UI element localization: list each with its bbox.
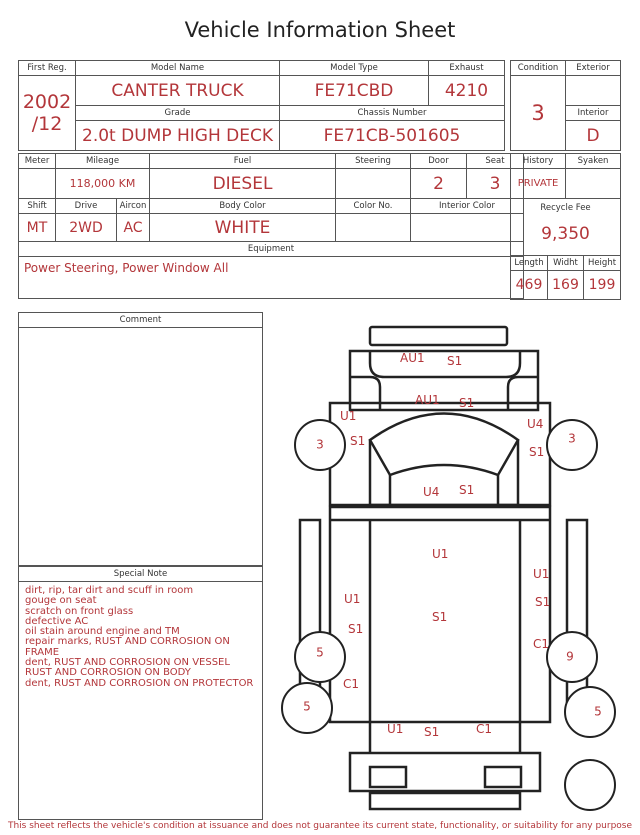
front-right-tire-value: 3 bbox=[568, 431, 576, 446]
height-value: 199 bbox=[584, 271, 621, 300]
rear-right-outer-tire-value: 5 bbox=[594, 704, 602, 719]
steering-value bbox=[336, 169, 411, 199]
vehicle-damage-diagram bbox=[270, 315, 620, 820]
right-side-panel bbox=[567, 520, 587, 715]
exterior-label: Exterior bbox=[566, 61, 621, 76]
height-label: Height bbox=[584, 256, 621, 271]
fuel-value: DIESEL bbox=[150, 169, 336, 199]
rear-left-inner-tire-value: 5 bbox=[316, 645, 324, 660]
equipment-value: Power Steering, Power Window All bbox=[19, 257, 524, 299]
equipment-label: Equipment bbox=[19, 242, 524, 257]
syaken-label: Syaken bbox=[566, 154, 621, 169]
interior-value: D bbox=[566, 121, 621, 151]
mileage-label: Mileage bbox=[56, 154, 150, 169]
special-note-line: dent, RUST AND CORROSION ON VESSEL bbox=[25, 657, 230, 669]
model-type-value: FE71CBD bbox=[280, 76, 429, 106]
front-left-tire-value: 3 bbox=[316, 437, 324, 452]
exterior-value bbox=[566, 76, 621, 106]
special-note-line: dent, RUST AND CORROSION ON PROTECTOR bbox=[25, 677, 254, 689]
damage-front-bumper-2: S1 bbox=[447, 354, 463, 368]
specs-table bbox=[18, 153, 524, 299]
model-name-value: CANTER TRUCK bbox=[76, 76, 280, 106]
history-value: PRIVATE bbox=[511, 169, 566, 199]
history-table bbox=[510, 153, 621, 300]
chassis-label: Chassis Number bbox=[280, 106, 505, 121]
aircon-value: AC bbox=[117, 214, 150, 242]
special-note-box bbox=[18, 566, 263, 820]
damage-right-side-3: C1 bbox=[533, 637, 550, 651]
drive-label: Drive bbox=[56, 199, 117, 214]
first-reg-label: First Reg. bbox=[19, 61, 76, 76]
grade-value: 2.0t DUMP HIGH DECK bbox=[76, 121, 280, 151]
special-note-lines bbox=[19, 582, 262, 693]
first-reg-year: 2002 bbox=[22, 91, 72, 113]
damage-left-front-2: S1 bbox=[350, 434, 366, 448]
interior-color-label: Interior Color bbox=[411, 199, 524, 214]
special-note-line: FRAME bbox=[25, 646, 60, 658]
comment-box bbox=[18, 312, 263, 566]
width-value: 169 bbox=[548, 271, 584, 300]
shift-label: Shift bbox=[19, 199, 56, 214]
damage-rear-1: U1 bbox=[387, 722, 404, 736]
exhaust-label: Exhaust bbox=[429, 61, 505, 76]
damage-cab-rear-1: U4 bbox=[423, 485, 440, 499]
damage-left-side-3: C1 bbox=[343, 677, 360, 691]
drive-value: 2WD bbox=[56, 214, 117, 242]
body-color-label: Body Color bbox=[150, 199, 336, 214]
special-note-line: repair marks, RUST AND CORROSION ON bbox=[25, 636, 230, 648]
first-reg-value bbox=[19, 76, 76, 151]
left-front-corner bbox=[350, 377, 380, 410]
front-bumper-strip bbox=[370, 327, 507, 345]
steering-label: Steering bbox=[336, 154, 411, 169]
damage-cab-rear-2: S1 bbox=[459, 483, 475, 497]
vehicle-info-table bbox=[18, 60, 505, 151]
damage-front-bumper-1: AU1 bbox=[400, 351, 425, 365]
seat-value: 3 bbox=[467, 169, 524, 199]
rear-right-outer-tire bbox=[565, 687, 615, 737]
disclaimer-footer: This sheet reflects the vehicle's condition at issuance and does not guarantee its current state, functionality, or suitability for any purpose bbox=[7, 821, 633, 831]
history-label: History bbox=[511, 154, 566, 169]
meter-value bbox=[19, 169, 56, 199]
seat-label: Seat bbox=[467, 154, 524, 169]
meter-label: Meter bbox=[19, 154, 56, 169]
spare-tire bbox=[565, 760, 615, 810]
rear-tail-strip bbox=[370, 793, 520, 809]
shift-value: MT bbox=[19, 214, 56, 242]
damage-right-front-2: S1 bbox=[529, 445, 545, 459]
comment-text bbox=[19, 328, 262, 336]
damage-rear-2: S1 bbox=[424, 725, 440, 739]
damage-left-side-2: S1 bbox=[348, 622, 364, 636]
special-note-line: gouge on seat bbox=[25, 595, 97, 607]
interior-color-value bbox=[411, 214, 524, 242]
syaken-value bbox=[566, 169, 621, 199]
rear-right-inner-tire-value: 9 bbox=[566, 649, 574, 664]
model-name-label: Model Name bbox=[76, 61, 280, 76]
damage-left-front-1: U1 bbox=[340, 409, 357, 423]
rear-bumper-outline bbox=[350, 753, 540, 791]
mileage-value: 118,000 KM bbox=[56, 169, 150, 199]
damage-bed-top: U1 bbox=[432, 547, 449, 561]
damage-right-side-2: S1 bbox=[535, 595, 551, 609]
damage-hood-1: AU1 bbox=[415, 393, 440, 407]
body-color-value: WHITE bbox=[150, 214, 336, 242]
aircon-label: Aircon bbox=[117, 199, 150, 214]
condition-table bbox=[510, 60, 621, 151]
special-note-line: scratch on front glass bbox=[25, 605, 134, 617]
exhaust-value: 4210 bbox=[429, 76, 505, 106]
door-value: 2 bbox=[411, 169, 467, 199]
fuel-label: Fuel bbox=[150, 154, 336, 169]
special-note-line: oil stain around engine and TM bbox=[25, 626, 180, 638]
damage-right-front-1: U4 bbox=[527, 417, 544, 431]
sheet-title: Vehicle Information Sheet bbox=[184, 18, 456, 42]
model-type-label: Model Type bbox=[280, 61, 429, 76]
chassis-value: FE71CB-501605 bbox=[280, 121, 505, 151]
front-grille-outline bbox=[370, 351, 520, 377]
first-reg-month: /12 bbox=[31, 113, 63, 135]
color-no-value bbox=[336, 214, 411, 242]
recycle-fee-label: Recycle Fee bbox=[540, 203, 591, 213]
length-label: Length bbox=[511, 256, 548, 271]
damage-hood-2: S1 bbox=[459, 396, 475, 410]
damage-bed-mid: S1 bbox=[432, 610, 448, 624]
color-no-label: Color No. bbox=[336, 199, 411, 214]
damage-right-side-1: U1 bbox=[533, 567, 550, 581]
rear-left-outer-tire-value: 5 bbox=[303, 699, 311, 714]
special-note-line: dirt, rip, tar dirt and scuff in room bbox=[25, 585, 194, 596]
recycle-fee-value: 9,350 bbox=[541, 224, 590, 244]
damage-rear-3: C1 bbox=[476, 722, 493, 736]
length-value: 469 bbox=[511, 271, 548, 300]
comment-label: Comment bbox=[19, 313, 262, 328]
special-note-label: Special Note bbox=[19, 566, 262, 582]
special-note-line: defective AC bbox=[25, 615, 89, 627]
door-label: Door bbox=[411, 154, 467, 169]
damage-left-side-1: U1 bbox=[344, 592, 361, 606]
grade-label: Grade bbox=[76, 106, 280, 121]
condition-label: Condition bbox=[511, 61, 566, 76]
windshield-outline bbox=[370, 414, 518, 476]
condition-value: 3 bbox=[511, 76, 566, 151]
interior-label: Interior bbox=[566, 106, 621, 121]
width-label: Widht bbox=[548, 256, 584, 271]
special-note-line: RUST AND CORROSION ON BODY bbox=[25, 667, 191, 679]
right-front-corner bbox=[508, 377, 538, 410]
recycle-fee-cell bbox=[511, 199, 621, 256]
